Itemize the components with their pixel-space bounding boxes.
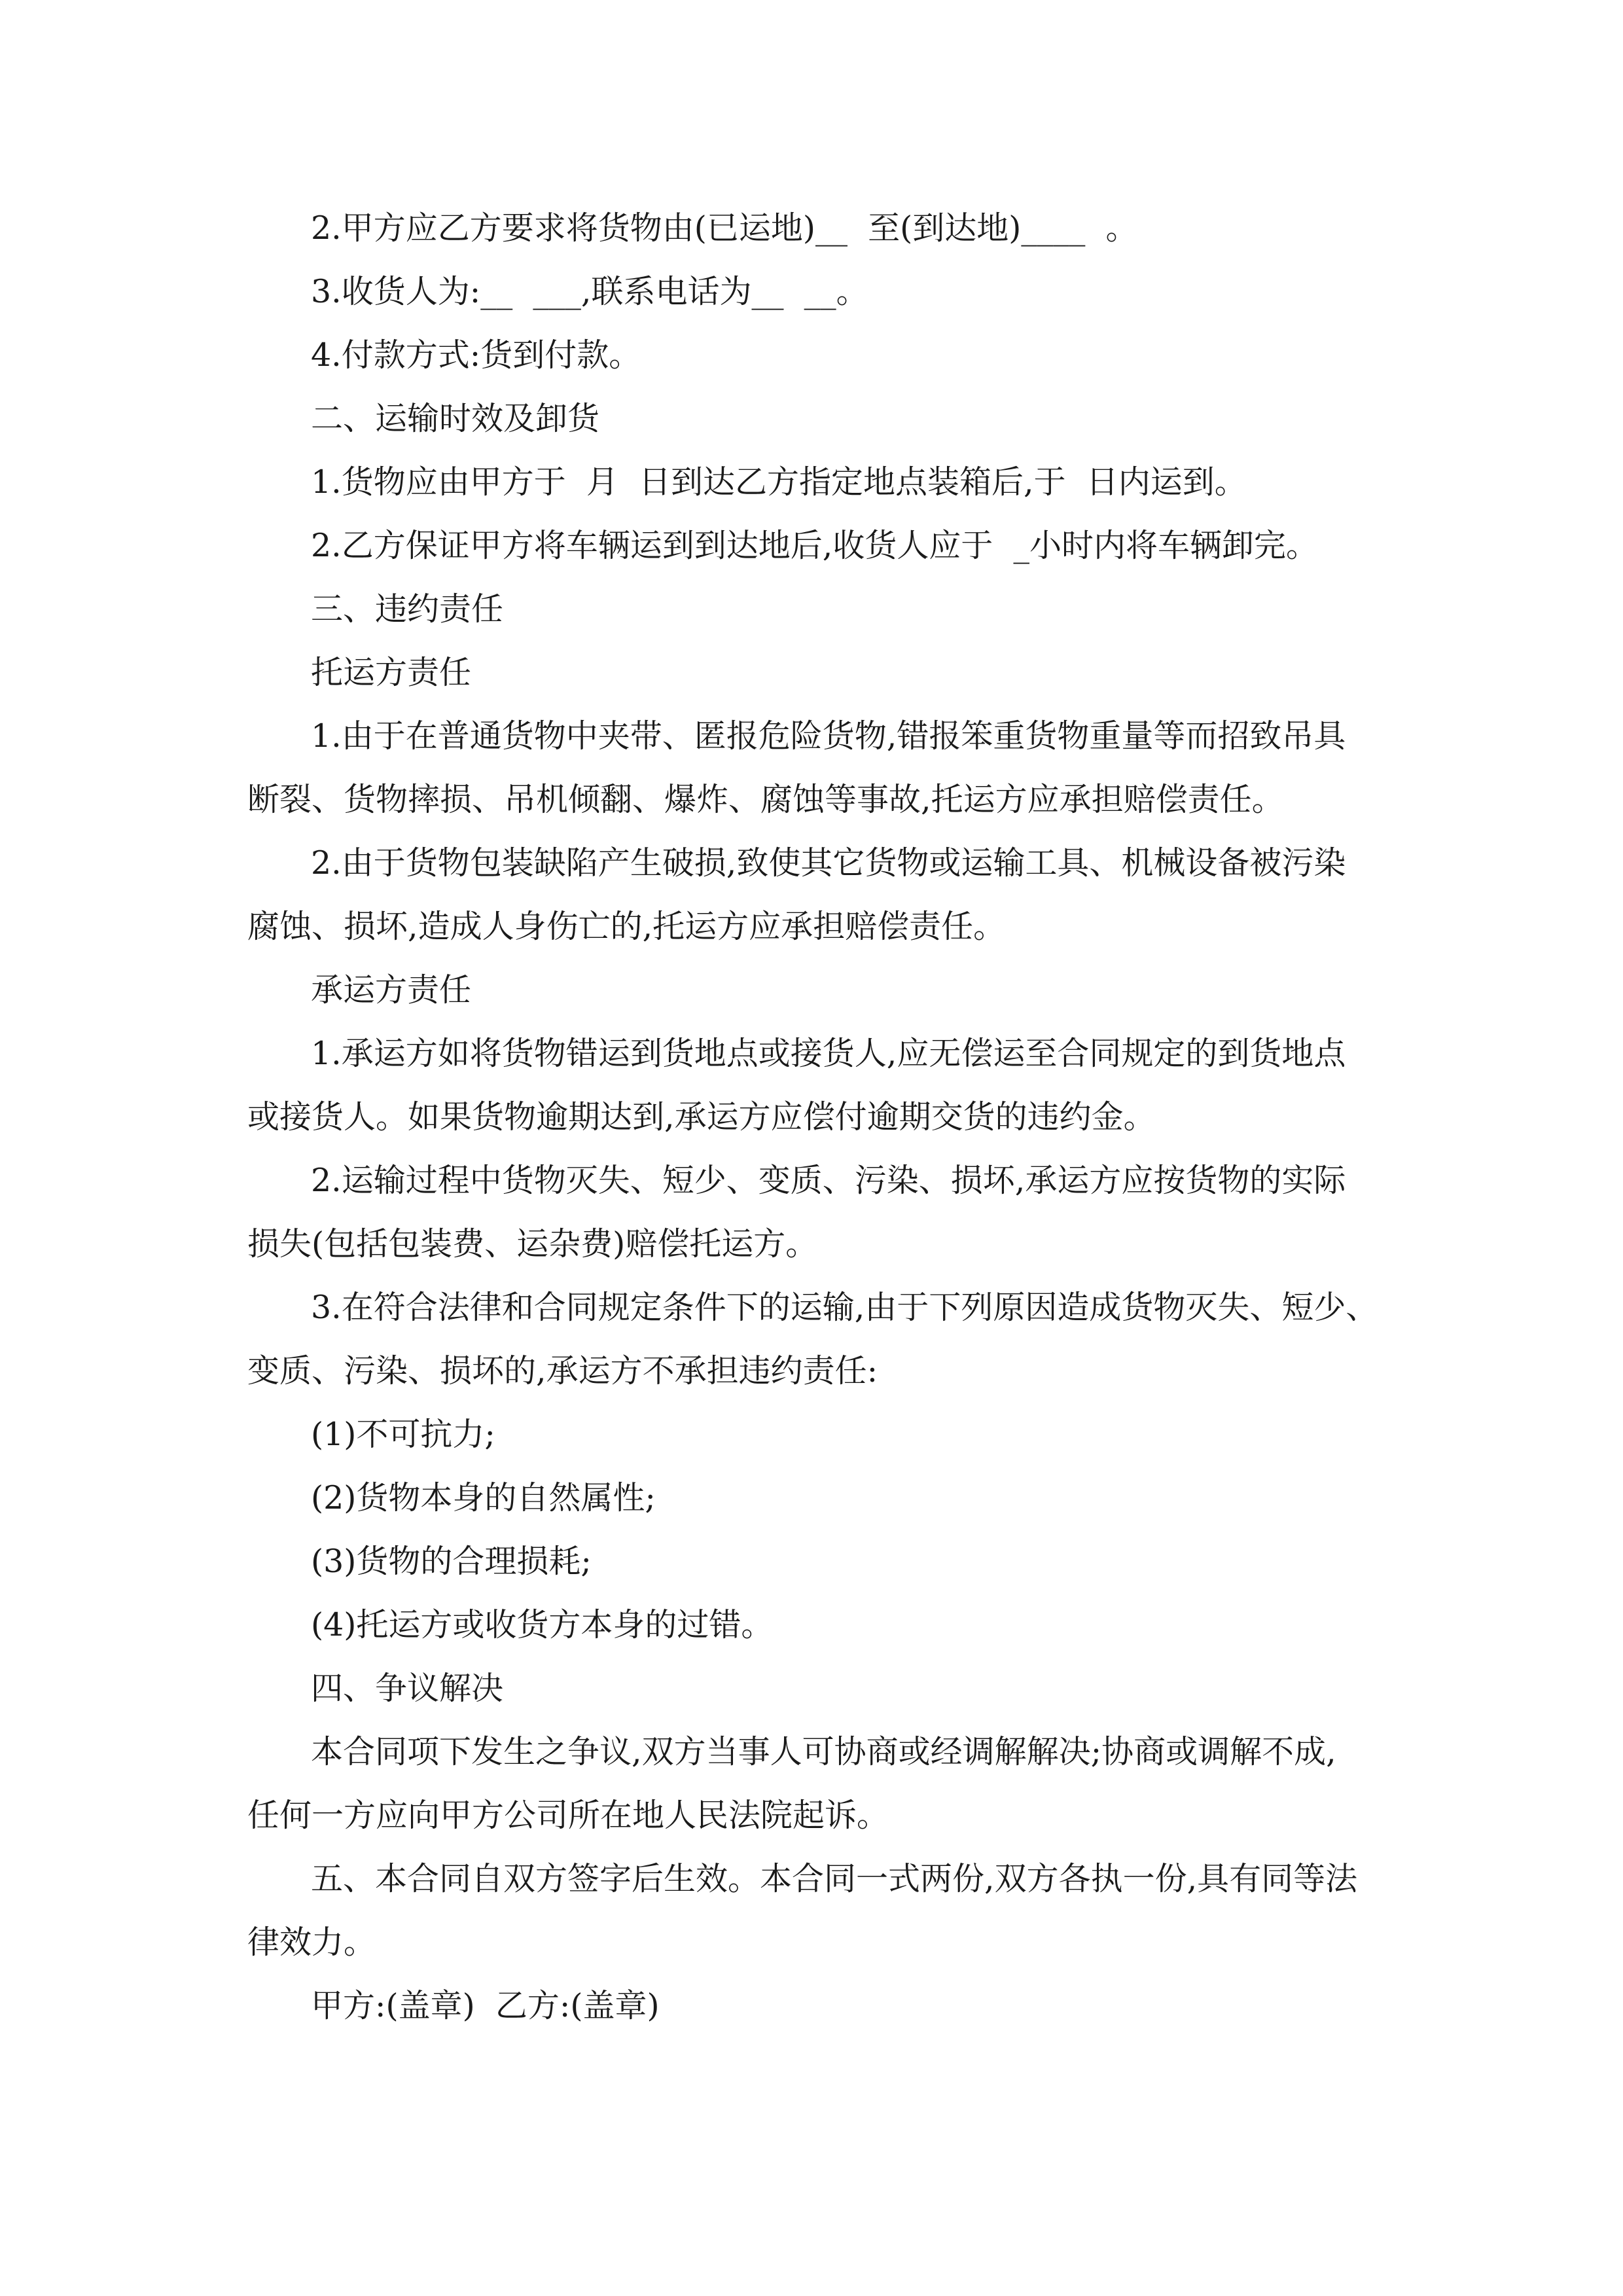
clause-payment: 4.付款方式:货到付款。 (311, 336, 641, 374)
exemption-item-1: (1)不可抗力; (311, 1416, 495, 1453)
paragraph-first-line: 1.由于在普通货物中夹带、匿报危险货物,错报笨重货物重量等而招致吊具 (311, 717, 1346, 755)
clause-carrier-exemption (247, 1276, 1399, 1403)
clause-carrier-misdelivery (247, 1022, 1399, 1149)
paragraph-first-line: 2.由于货物包装缺陷产生破损,致使其它货物或运输工具、机械设备被污染 (311, 844, 1346, 882)
paragraph-continuation-line: 变质、污染、损坏的,承运方不承担违约责任: (247, 1352, 878, 1390)
paragraph-first-line: 五、本合同自双方签字后生效。本合同一式两份,双方各执一份,具有同等法 (311, 1860, 1358, 1897)
paragraph-continuation-line: 断裂、货物摔损、吊机倾翻、爆炸、腐蚀等事故,托运方应承担赔偿责任。 (247, 781, 1284, 818)
section-heading-timing: 二、运输时效及卸货 (311, 400, 600, 437)
clause-shipper-dangerous-goods (247, 704, 1399, 831)
paragraph-continuation-line: 或接货人。如果货物逾期达到,承运方应偿付逾期交货的违约金。 (247, 1098, 1156, 1136)
paragraph-first-line: 本合同项下发生之争议,双方当事人可协商或经调解解决;协商或调解不成, (311, 1733, 1336, 1770)
section-heading-dispute: 四、争议解决 (311, 1670, 504, 1707)
clause-consignee: 3.收货人为:__ ___,联系电话为__ __。 (311, 273, 868, 310)
paragraph-continuation-line: 腐蚀、损坏,造成人身伤亡的,托运方应承担赔偿责任。 (247, 908, 1006, 945)
signature-line: 甲方:(盖章) 乙方:(盖章) (311, 1987, 660, 2024)
clause-shipper-packaging (247, 831, 1399, 958)
paragraph-first-line: 3.在符合法律和合同规定条件下的运输,由于下列原因造成货物灭失、短少、 (311, 1289, 1378, 1326)
paragraph-first-line: 1.承运方如将货物错运到货地点或接货人,应无偿运至合同规定的到货地点 (311, 1035, 1346, 1072)
section-heading-liability: 三、违约责任 (311, 590, 504, 628)
contract-body (247, 196, 1399, 2037)
clause-delivery-time: 1.货物应由甲方于 月 日到达乙方指定地点装箱后,于 日内运到。 (311, 463, 1247, 501)
clause-carrier-loss (247, 1149, 1399, 1276)
exemption-item-2: (2)货物本身的自然属性; (311, 1479, 656, 1516)
paragraph-continuation-line: 损失(包括包装费、运杂费)赔偿托运方。 (247, 1225, 818, 1263)
clause-effectiveness (247, 1847, 1399, 1974)
clause-shipping-route: 2.甲方应乙方要求将货物由(已运地)__ 至(到达地)____ 。 (311, 209, 1138, 247)
subheading-carrier-liability: 承运方责任 (311, 971, 472, 1009)
exemption-item-3: (3)货物的合理损耗; (311, 1543, 592, 1580)
paragraph-continuation-line: 任何一方应向甲方公司所在地人民法院起诉。 (247, 1797, 889, 1834)
exemption-item-4: (4)托运方或收货方本身的过错。 (311, 1606, 774, 1643)
clause-dispute-resolution (247, 1720, 1399, 1847)
paragraph-first-line: 2.运输过程中货物灭失、短少、变质、污染、损坏,承运方应按货物的实际 (311, 1162, 1346, 1199)
clause-unloading: 2.乙方保证甲方将车辆运到到达地后,收货人应于 _小时内将车辆卸完。 (311, 527, 1318, 564)
paragraph-continuation-line: 律效力。 (247, 1924, 376, 1961)
subheading-shipper-liability: 托运方责任 (311, 654, 472, 691)
